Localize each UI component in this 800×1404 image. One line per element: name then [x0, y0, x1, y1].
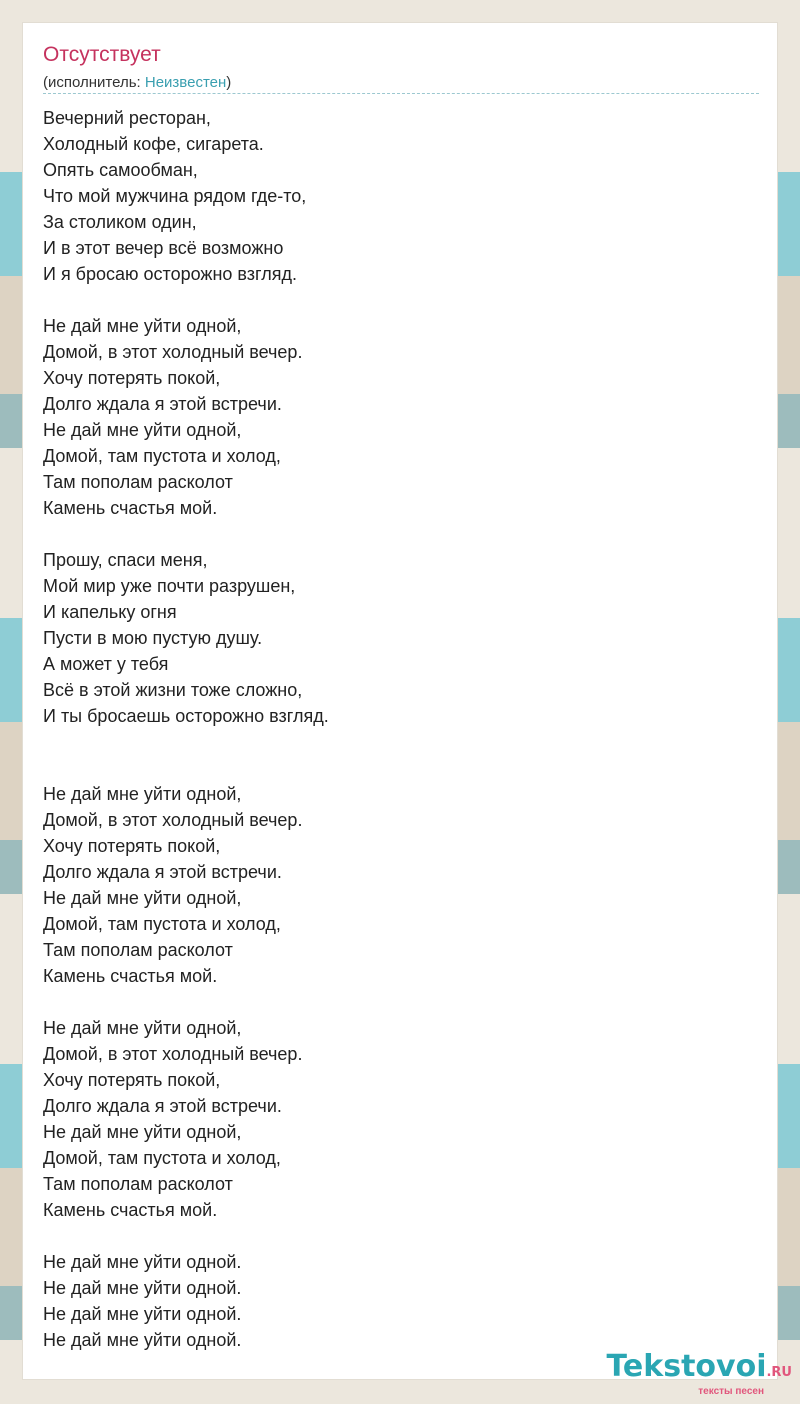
lyrics-line: Опять самообман, — [43, 160, 198, 180]
byline-suffix: ) — [226, 74, 232, 91]
lyrics-line: Там пополам расколот — [43, 1174, 233, 1194]
lyrics-line: И в этот вечер всё возможно — [43, 238, 284, 258]
lyrics-blank-line — [43, 521, 759, 547]
lyrics-line: Домой, в этот холодный вечер. — [43, 810, 303, 830]
lyrics-blank-line — [43, 1223, 759, 1249]
lyrics-line: Что мой мужчина рядом где-то, — [43, 186, 307, 206]
lyrics-line: А может у тебя — [43, 654, 169, 674]
logo-tagline: тексты песен — [698, 1386, 764, 1397]
lyrics-line: Не дай мне уйти одной. — [43, 1278, 242, 1298]
lyrics-line: Камень счастья мой. — [43, 966, 218, 986]
lyrics-line: Домой, там пустота и холод, — [43, 914, 281, 934]
lyrics-line: Не дай мне уйти одной, — [43, 1018, 242, 1038]
lyrics-line: За столиком один, — [43, 212, 197, 232]
lyrics-card — [22, 22, 778, 1380]
lyrics-line: Хочу потерять покой, — [43, 1070, 221, 1090]
lyrics-blank-line — [43, 755, 759, 781]
lyrics-line: Долго ждала я этой встречи. — [43, 862, 282, 882]
lyrics-line: Всё в этой жизни тоже сложно, — [43, 680, 303, 700]
artist-byline — [43, 74, 231, 91]
lyrics-line: Домой, в этот холодный вечер. — [43, 342, 303, 362]
logo-wordmark — [606, 1349, 792, 1388]
site-logo[interactable] — [606, 1349, 792, 1397]
lyrics-text — [43, 105, 759, 1353]
lyrics-blank-line — [43, 989, 759, 1015]
lyrics-line: Хочу потерять покой, — [43, 836, 221, 856]
lyrics-line: Камень счастья мой. — [43, 1200, 218, 1220]
lyrics-blank-line — [43, 729, 759, 755]
lyrics-line: Вечерний ресторан, — [43, 108, 211, 128]
lyrics-line: Мой мир уже почти разрушен, — [43, 576, 296, 596]
artist-link[interactable]: Неизвестен — [144, 74, 227, 91]
lyrics-line: Не дай мне уйти одной. — [43, 1304, 242, 1324]
lyrics-line: И я бросаю осторожно взгляд. — [43, 264, 297, 284]
lyrics-line: Долго ждала я этой встречи. — [43, 1096, 282, 1116]
lyrics-line: Не дай мне уйти одной. — [43, 1330, 242, 1350]
lyrics-line: Не дай мне уйти одной, — [43, 1122, 242, 1142]
lyrics-line: Домой, в этот холодный вечер. — [43, 1044, 303, 1064]
lyrics-line: И ты бросаешь осторожно взгляд. — [43, 706, 329, 726]
lyrics-line: Не дай мне уйти одной. — [43, 1252, 242, 1272]
title-divider — [43, 93, 759, 94]
lyrics-line: Камень счастья мой. — [43, 498, 218, 518]
song-title: Отсутствует — [43, 43, 161, 66]
logo-tld: .RU — [766, 1365, 792, 1380]
lyrics-line: Прошу, спаси меня, — [43, 550, 208, 570]
lyrics-line: Холодный кофе, сигарета. — [43, 134, 264, 154]
lyrics-line: Хочу потерять покой, — [43, 368, 221, 388]
lyrics-line: Не дай мне уйти одной, — [43, 420, 242, 440]
lyrics-line: Не дай мне уйти одной, — [43, 784, 242, 804]
lyrics-line: Долго ждала я этой встречи. — [43, 394, 282, 414]
lyrics-line: Не дай мне уйти одной, — [43, 316, 242, 336]
byline-prefix: (исполнитель: — [43, 74, 145, 91]
lyrics-line: Домой, там пустота и холод, — [43, 1148, 281, 1168]
lyrics-line: Не дай мне уйти одной, — [43, 888, 242, 908]
lyrics-blank-line — [43, 287, 759, 313]
logo-name: Tekstovoi — [606, 1349, 767, 1384]
lyrics-line: И капельку огня — [43, 602, 177, 622]
lyrics-line: Там пополам расколот — [43, 472, 233, 492]
lyrics-line: Там пополам расколот — [43, 940, 233, 960]
lyrics-line: Домой, там пустота и холод, — [43, 446, 281, 466]
lyrics-line: Пусти в мою пустую душу. — [43, 628, 263, 648]
